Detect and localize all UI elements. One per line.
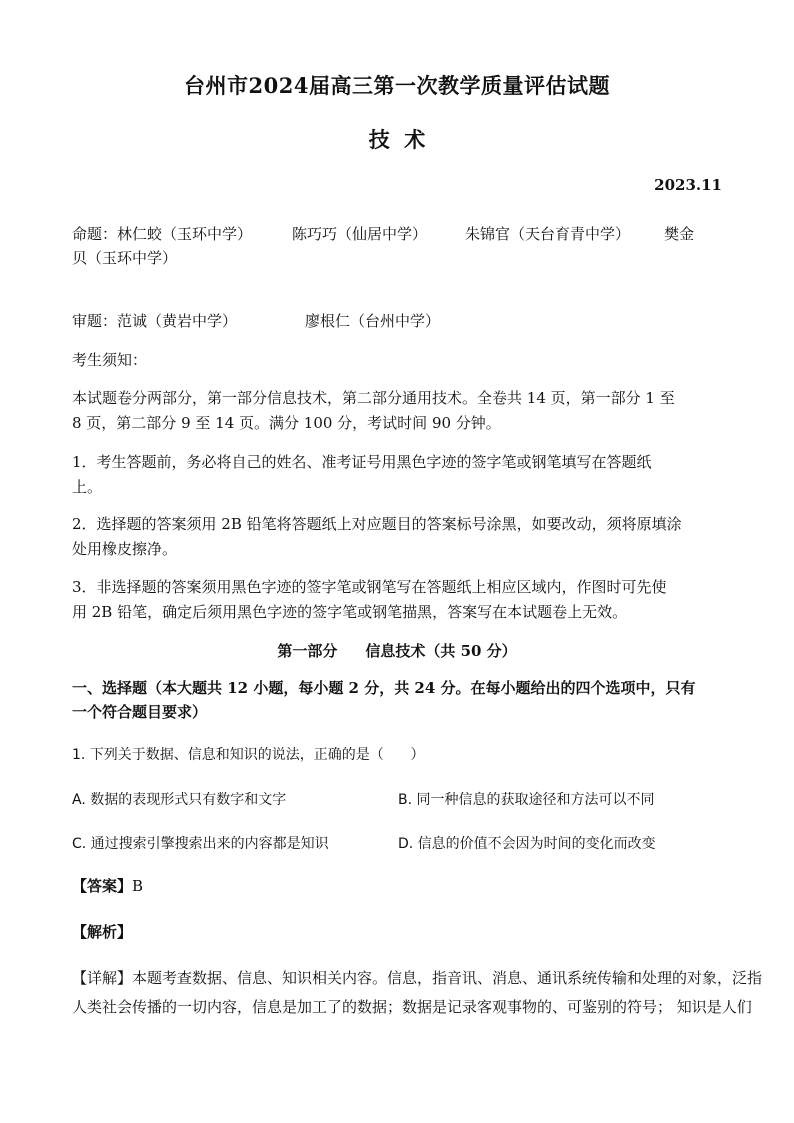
reviewers-line — [72, 309, 440, 333]
notice-heading: 考生须知： — [72, 351, 148, 369]
answer-value: B — [132, 877, 144, 895]
author-name: 林仁蛟（玉环中学） — [117, 225, 253, 243]
section-heading-line: 一个符合题目要求） — [72, 703, 208, 721]
notice-item-line: 处用橡皮擦净。 — [72, 540, 178, 558]
authors-line — [72, 222, 694, 246]
authors-label: 命题： — [72, 225, 118, 243]
notice-intro-line: 8 页，第二部分 9 至 14 页。满分 100 分，考试时间 90 分钟。 — [72, 414, 501, 432]
option-d: D. 信息的价值不会因为时间的变化而改变 — [398, 836, 656, 852]
answer-tag: 【答案】 — [72, 877, 133, 895]
notice-item-line: 3．非选择题的答案须用黑色字迹的签字笔或钢笔写在答题纸上相应区域内，作图时可先使 — [72, 578, 667, 596]
detail-line: 人类社会传播的一切内容，信息是加工了的数据；数据是记录客观事物的、可鉴别的符号； 知识是人们 — [72, 998, 752, 1016]
notice-item-line: 2．选择题的答案须用 2B 铅笔将答题纸上对应题目的答案标号涂黑，如要改动，须将原填涂 — [72, 515, 682, 533]
authors-wrap: 贝（玉环中学） — [72, 249, 178, 267]
notice-item-line: 上。 — [72, 478, 103, 496]
author-name: 朱锦官（天台育青中学） — [465, 225, 631, 243]
author-name: 樊金 — [664, 225, 695, 243]
subject-title: 技 术 — [368, 127, 426, 152]
reviewer-name: 范诚（黄岩中学） — [117, 312, 238, 330]
analysis-tag: 【解析】 — [72, 923, 133, 941]
option-a: A. 数据的表现形式只有数字和文字 — [72, 792, 287, 808]
answer-line — [72, 874, 143, 898]
notice-intro-line: 本试题卷分两部分，第一部分信息技术，第二部分通用技术。全卷共 14 页，第一部分 1 至 — [72, 389, 675, 407]
detail-line: 【详解】本题考查数据、信息、知识相关内容。信息，指音讯、消息、通讯系统传输和处理的对象，泛指 — [72, 969, 763, 987]
notice-item-line: 用 2B 铅笔，确定后须用黑色字迹的签字笔或钢笔描黑，答案写在本试题卷上无效。 — [72, 603, 628, 621]
notice-item-line: 1．考生答题前，务必将自己的姓名、准考证号用黑色字迹的签字笔或钢笔填写在答题纸 — [72, 453, 652, 471]
reviewer-name: 廖根仁（台州中学） — [305, 312, 441, 330]
question-stem: 1. 下列关于数据、信息和知识的说法，正确的是（ ） — [72, 747, 425, 763]
author-name: 陈巧巧（仙居中学） — [292, 225, 428, 243]
section-heading-line: 一、选择题（本大题共 12 小题，每小题 2 分，共 24 分。在每小题给出的四个选项中，只有 — [72, 679, 696, 697]
option-c: C. 通过搜索引擎搜索出来的内容都是知识 — [72, 836, 329, 852]
exam-date: 2023.11 — [654, 176, 722, 194]
part-label: 第一部分 — [277, 642, 338, 660]
option-b: B. 同一种信息的获取途径和方法可以不同 — [398, 792, 655, 808]
part-heading — [0, 640, 794, 661]
exam-title: 台州市2024届高三第一次教学质量评估试题 — [184, 73, 610, 98]
part-title: 信息技术（共 50 分） — [365, 642, 517, 660]
reviewers-label: 审题： — [72, 312, 118, 330]
